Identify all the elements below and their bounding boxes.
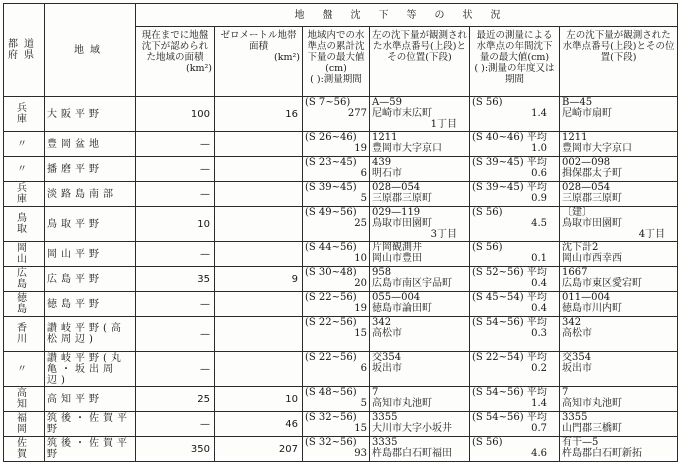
cell-cumulative xyxy=(303,317,370,352)
cumulative-benchmark: 342 xyxy=(372,317,392,328)
annual-value: 0.2 xyxy=(531,363,547,374)
annual-value: 0.9 xyxy=(531,193,547,204)
table-row xyxy=(4,157,678,182)
cell-cumulative xyxy=(303,242,370,267)
cell-cumulative-location xyxy=(370,207,470,242)
cell-subsided-area: — xyxy=(136,182,215,207)
cumulative-benchmark: 055—004 xyxy=(372,292,421,303)
cell-cumulative-location xyxy=(370,132,470,157)
cumulative-period: (S 44~56) xyxy=(305,242,357,253)
cumulative-value: 93 xyxy=(354,448,367,459)
cumulative-value: 19 xyxy=(354,143,367,154)
cumulative-place: 坂出市 xyxy=(372,363,402,374)
annual-benchmark: 沈下計2 xyxy=(562,242,599,253)
cell-zero-meter: 10 xyxy=(215,387,303,412)
cell-cumulative xyxy=(303,412,370,437)
cell-cumulative-location xyxy=(370,412,470,437)
header-zero-meter xyxy=(215,27,303,97)
cell-annual xyxy=(470,242,560,267)
cell-zero-meter xyxy=(215,132,303,157)
annual-place: 坂出市 xyxy=(562,363,592,374)
cell-prefecture: 〃 xyxy=(4,132,45,157)
annual-period: (S 56) xyxy=(472,207,503,218)
annual-period: (S 54~56) 平均 xyxy=(472,412,547,423)
cell-annual xyxy=(470,182,560,207)
cell-cumulative-location xyxy=(370,182,470,207)
table-row xyxy=(4,387,678,412)
header-cumulative-location: 左の沈下量が観測された水準点番号(上段)とその位置(下段) xyxy=(370,27,470,97)
annual-benchmark: 交354 xyxy=(562,352,592,363)
cell-zero-meter xyxy=(215,292,303,317)
table-row xyxy=(4,207,678,242)
cell-annual xyxy=(470,437,560,462)
cumulative-period: (S 26~46) xyxy=(305,132,357,143)
cell-annual xyxy=(470,267,560,292)
cell-zero-meter: 9 xyxy=(215,267,303,292)
cell-annual-location xyxy=(560,207,678,242)
cumulative-place-detail: 3丁目 xyxy=(430,229,457,240)
annual-period: (S 22~54) 平均 xyxy=(472,352,547,363)
table-row xyxy=(4,317,678,352)
cell-annual xyxy=(470,387,560,412)
annual-place: 山門郡三橋町 xyxy=(562,423,622,434)
cell-annual xyxy=(470,292,560,317)
cumulative-place: 尼崎市末広町 xyxy=(372,108,432,119)
cell-annual-location xyxy=(560,437,678,462)
annual-place: 鳥取市田園町 xyxy=(562,218,622,229)
cell-subsided-area: 35 xyxy=(136,267,215,292)
cell-subsided-area: — xyxy=(136,157,215,182)
annual-benchmark: 3355 xyxy=(562,412,588,423)
cumulative-value: 20 xyxy=(354,278,367,289)
annual-value: 4.5 xyxy=(531,218,547,229)
cell-subsided-area: — xyxy=(136,317,215,352)
annual-period: (S 39~45) 平均 xyxy=(472,182,547,193)
annual-value: 0.4 xyxy=(531,303,547,314)
annual-benchmark: 有干—5 xyxy=(562,437,599,448)
cell-cumulative-location xyxy=(370,352,470,387)
cell-annual xyxy=(470,157,560,182)
cell-prefecture: 福岡 xyxy=(4,412,45,437)
cell-cumulative-location xyxy=(370,242,470,267)
header-area: 地域 xyxy=(45,4,136,97)
annual-value: 0.4 xyxy=(531,278,547,289)
cumulative-benchmark: 439 xyxy=(372,157,392,168)
cell-annual-location xyxy=(560,352,678,387)
cell-annual xyxy=(470,207,560,242)
cell-annual-location xyxy=(560,182,678,207)
cumulative-value: 15 xyxy=(354,328,367,339)
annual-period: (S 54~56) 平均 xyxy=(472,387,547,398)
cumulative-benchmark: 3355 xyxy=(372,412,398,423)
cell-prefecture: 岡山 xyxy=(4,242,45,267)
cumulative-place: 大川市大字小坂井 xyxy=(372,423,452,434)
cell-area: 徳島平野 xyxy=(45,292,136,317)
cell-prefecture: 徳島 xyxy=(4,292,45,317)
header-annual-period: ( ):測量の年度又は期間 xyxy=(474,63,555,85)
annual-place: 杵島郡白石町新拓 xyxy=(562,448,642,459)
cell-cumulative-location xyxy=(370,317,470,352)
annual-place: 高知市丸池町 xyxy=(562,398,622,409)
cell-area: 筑後・佐賀平野 xyxy=(45,412,136,437)
cell-cumulative xyxy=(303,182,370,207)
cumulative-period: (S 32~56) xyxy=(305,437,357,448)
cumulative-value: 5 xyxy=(360,398,367,409)
annual-place-detail: 4丁目 xyxy=(638,229,666,240)
cumulative-benchmark: 029—119 xyxy=(372,207,421,218)
cell-area: 広島平野 xyxy=(45,267,136,292)
cell-cumulative xyxy=(303,437,370,462)
annual-place: 豊岡市大字京口 xyxy=(562,143,632,154)
cell-area: 大阪平野 xyxy=(45,97,136,132)
cell-subsided-area: — xyxy=(136,352,215,387)
cell-area: 鳥取平野 xyxy=(45,207,136,242)
table-title: 地盤沈下等の状況 xyxy=(136,4,678,27)
cumulative-place: 豊岡市大字京口 xyxy=(372,143,442,154)
annual-place: 徳島市川内町 xyxy=(562,303,622,314)
cell-annual-location xyxy=(560,267,678,292)
cell-subsided-area: 350 xyxy=(136,437,215,462)
cell-prefecture: 兵庫 xyxy=(4,97,45,132)
cell-area: 播磨平野 xyxy=(45,157,136,182)
table-row xyxy=(4,182,678,207)
annual-value: 0.7 xyxy=(531,423,547,434)
cell-annual xyxy=(470,317,560,352)
annual-value: 4.6 xyxy=(531,448,547,459)
cumulative-period: (S 23~45) xyxy=(305,157,357,168)
cumulative-benchmark: A—59 xyxy=(372,97,402,108)
cell-cumulative xyxy=(303,352,370,387)
cumulative-value: 10 xyxy=(354,253,367,264)
cell-prefecture: 広島 xyxy=(4,267,45,292)
cell-annual xyxy=(470,352,560,387)
cell-annual-location xyxy=(560,317,678,352)
cell-subsided-area: — xyxy=(136,132,215,157)
cumulative-value: 277 xyxy=(347,108,367,119)
cumulative-benchmark: 3335 xyxy=(372,437,398,448)
table-body xyxy=(4,97,678,462)
table-row xyxy=(4,242,678,267)
cell-subsided-area: — xyxy=(136,242,215,267)
annual-benchmark: 002—098 xyxy=(562,157,611,168)
cumulative-place: 広島市南区宇品町 xyxy=(372,278,452,289)
cell-area: 高知平野 xyxy=(45,387,136,412)
annual-period: (S 56) xyxy=(472,97,503,108)
cell-annual-location xyxy=(560,292,678,317)
cumulative-place: 岡山市豊田 xyxy=(372,253,422,264)
cell-area: 淡路島南部 xyxy=(45,182,136,207)
cumulative-period: (S 22~56) xyxy=(305,292,357,303)
cumulative-benchmark: 片岡観測井 xyxy=(372,242,422,253)
header-zero-meter-text: ゼロメートル地帯面積 xyxy=(220,30,297,52)
cell-prefecture: 高知 xyxy=(4,387,45,412)
cell-subsided-area: 25 xyxy=(136,387,215,412)
cell-area: 讃岐平野(丸亀・坂出周辺) xyxy=(45,352,136,387)
annual-value: 0.1 xyxy=(531,253,547,264)
cumulative-period: (S 39~45) xyxy=(305,182,357,193)
annual-period: (S 45~54) 平均 xyxy=(472,292,547,303)
annual-benchmark: 1667 xyxy=(562,267,588,278)
cumulative-value: 6 xyxy=(360,363,367,374)
cell-cumulative-location xyxy=(370,387,470,412)
cumulative-value: 5 xyxy=(360,193,367,204)
cumulative-period: (S 7~56) xyxy=(305,97,351,108)
cell-annual xyxy=(470,412,560,437)
table-row xyxy=(4,292,678,317)
annual-period: (S 54~56) 平均 xyxy=(472,317,547,328)
annual-place: 岡山市西幸西 xyxy=(562,253,622,264)
cumulative-benchmark: 交354 xyxy=(372,352,402,363)
cell-subsided-area: — xyxy=(136,292,215,317)
cumulative-place: 三原郡三原町 xyxy=(372,193,432,204)
table-row xyxy=(4,412,678,437)
annual-value: 1.4 xyxy=(531,108,547,119)
table-row xyxy=(4,437,678,462)
cell-annual-location xyxy=(560,242,678,267)
cumulative-benchmark: 028—054 xyxy=(372,182,421,193)
cell-cumulative-location xyxy=(370,437,470,462)
cell-annual-location xyxy=(560,387,678,412)
header-subsided-area-text: 現在までに地盤沈下が認められた地域の面積 xyxy=(141,30,209,63)
cell-annual-location xyxy=(560,412,678,437)
cell-area: 岡山平野 xyxy=(45,242,136,267)
cell-annual xyxy=(470,132,560,157)
cumulative-benchmark: 7 xyxy=(372,387,379,398)
annual-benchmark: 342 xyxy=(562,317,582,328)
cumulative-period: (S 32~56) xyxy=(305,412,357,423)
cumulative-value: 15 xyxy=(354,423,367,434)
cumulative-place: 明石市 xyxy=(372,168,402,179)
cell-area: 筑後・佐賀平野 xyxy=(45,437,136,462)
header-subsided-area-unit: (km²) xyxy=(186,63,212,74)
cumulative-place: 徳島市論田町 xyxy=(372,303,432,314)
subsidence-table xyxy=(3,3,678,462)
header-subsided-area xyxy=(136,27,215,97)
annual-benchmark: 〔建〕 xyxy=(562,207,592,218)
header-cumulative-period: ( ):測量期間 xyxy=(310,74,362,85)
cell-annual-location xyxy=(560,97,678,132)
annual-benchmark: 1211 xyxy=(562,132,588,143)
annual-period: (S 39~45) 平均 xyxy=(472,157,547,168)
cell-zero-meter xyxy=(215,182,303,207)
annual-benchmark: 028—054 xyxy=(562,182,611,193)
cell-zero-meter: 46 xyxy=(215,412,303,437)
cumulative-value: 19 xyxy=(354,303,367,314)
cell-cumulative xyxy=(303,292,370,317)
cell-prefecture: 佐賀 xyxy=(4,437,45,462)
cumulative-period: (S 30~48) xyxy=(305,267,357,278)
cell-zero-meter xyxy=(215,317,303,352)
cell-annual-location xyxy=(560,157,678,182)
cell-zero-meter xyxy=(215,207,303,242)
cumulative-period: (S 22~56) xyxy=(305,317,357,328)
annual-benchmark: 7 xyxy=(562,387,569,398)
header-cumulative xyxy=(303,27,370,97)
cumulative-period: (S 49~56) xyxy=(305,207,357,218)
cell-subsided-area: 10 xyxy=(136,207,215,242)
cell-zero-meter: 16 xyxy=(215,97,303,132)
cumulative-period: (S 22~56) xyxy=(305,352,357,363)
annual-benchmark: B—45 xyxy=(562,97,593,108)
header-prefecture: 都道府県 xyxy=(4,4,45,97)
annual-value: 0.6 xyxy=(531,168,547,179)
annual-value: 1.4 xyxy=(531,398,547,409)
cell-subsided-area: — xyxy=(136,412,215,437)
table-row xyxy=(4,352,678,387)
cumulative-place: 高松市 xyxy=(372,328,402,339)
cell-prefecture: 〃 xyxy=(4,157,45,182)
cell-zero-meter xyxy=(215,242,303,267)
cell-cumulative xyxy=(303,207,370,242)
cell-cumulative-location xyxy=(370,292,470,317)
cell-annual-location xyxy=(560,132,678,157)
table-row xyxy=(4,267,678,292)
cell-area: 豊岡盆地 xyxy=(45,132,136,157)
annual-period: (S 40~46) 平均 xyxy=(472,132,547,143)
annual-period: (S 56) xyxy=(472,242,503,253)
cumulative-benchmark: 1211 xyxy=(372,132,398,143)
annual-benchmark: 011—004 xyxy=(562,292,611,303)
table-row xyxy=(4,132,678,157)
header-annual xyxy=(470,27,560,97)
cell-zero-meter xyxy=(215,157,303,182)
cell-cumulative-location xyxy=(370,267,470,292)
annual-place: 高松市 xyxy=(562,328,592,339)
cell-cumulative xyxy=(303,387,370,412)
cumulative-place-detail: 1丁目 xyxy=(430,119,457,130)
cell-prefecture: 兵庫 xyxy=(4,182,45,207)
cell-zero-meter: 207 xyxy=(215,437,303,462)
cell-cumulative xyxy=(303,132,370,157)
annual-place: 尼崎市扇町 xyxy=(562,108,612,119)
cumulative-place: 鳥取市田園町 xyxy=(372,218,432,229)
cumulative-value: 25 xyxy=(354,218,367,229)
annual-place: 広島市東区愛宕町 xyxy=(562,278,642,289)
cell-prefecture: 香川 xyxy=(4,317,45,352)
cell-area: 讃岐平野(高松周辺) xyxy=(45,317,136,352)
cell-cumulative xyxy=(303,267,370,292)
header-zero-meter-unit: (km²) xyxy=(274,52,300,63)
annual-period: (S 52~56) 平均 xyxy=(472,267,547,278)
annual-period: (S 56) xyxy=(472,437,503,448)
annual-value: 1.0 xyxy=(531,143,547,154)
cell-annual xyxy=(470,97,560,132)
cumulative-place: 杵島郡白石町福田 xyxy=(372,448,452,459)
table-row xyxy=(4,97,678,132)
cumulative-place: 高知市丸池町 xyxy=(372,398,432,409)
cumulative-value: 6 xyxy=(360,168,367,179)
cell-cumulative xyxy=(303,97,370,132)
annual-value: 0.3 xyxy=(531,328,547,339)
annual-place: 三原郡三原町 xyxy=(562,193,622,204)
cell-prefecture: 〃 xyxy=(4,352,45,387)
cumulative-benchmark: 958 xyxy=(372,267,392,278)
cell-cumulative-location xyxy=(370,157,470,182)
cumulative-period: (S 48~56) xyxy=(305,387,357,398)
header-annual-text: 最近の測量による水準点の年間沈下量の最大値(cm) xyxy=(476,30,553,63)
cell-cumulative-location xyxy=(370,97,470,132)
annual-place: 揖保郡太子町 xyxy=(562,168,622,179)
cell-prefecture: 鳥取 xyxy=(4,207,45,242)
cell-cumulative xyxy=(303,157,370,182)
header-cumulative-text: 地域内での水準点の累計沈下量の最大値(cm) xyxy=(307,30,365,74)
cell-zero-meter xyxy=(215,352,303,387)
header-annual-location: 左の沈下量が観測された水準点番号(上段)とその位置(下段) xyxy=(560,27,678,97)
cell-subsided-area: 100 xyxy=(136,97,215,132)
